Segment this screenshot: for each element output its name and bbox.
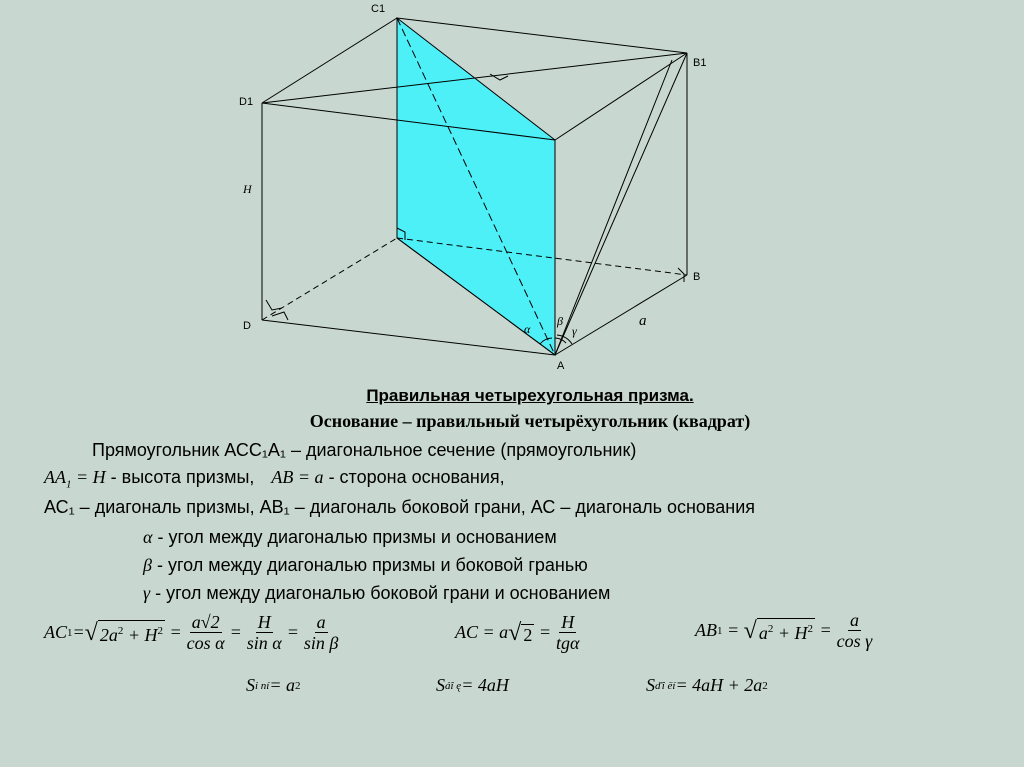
- vertex-label-c1: C1: [371, 3, 386, 15]
- angle-beta-label: β: [557, 314, 563, 328]
- alpha-line: [143, 527, 557, 548]
- height-line: [44, 467, 505, 491]
- prism-figure: [0, 0, 1024, 380]
- vertex-label-b1: B1: [693, 57, 707, 69]
- page-title: Правильная четырехугольная призма.: [366, 386, 694, 405]
- beta-line: [143, 555, 588, 576]
- formula-ac1: AC 1 = √ $2a^2 + H^2$ = $\frac{a√2}{\text{cos α}}$ = $\frac{H}{\text{sin α}}$ = $\frac{a}{\text{sin β}}$: [44, 612, 339, 653]
- angle-alpha-label: α: [524, 322, 531, 336]
- formula-ab1: AB 1 = √ $a^2 + H^2$ = $\frac{a}{\text{cos γ}}$: [695, 610, 873, 651]
- frac-cos-alpha: $\frac{a√2}{\text{cos α}}$: [186, 612, 225, 653]
- ab-symbol: AB = a: [271, 467, 324, 487]
- vertex-label-b: B: [693, 271, 701, 283]
- alpha-symbol: α: [143, 527, 153, 547]
- frac-sin-alpha: $\frac{H}{\text{sin α}}$: [246, 612, 282, 653]
- area-total: S ďî ëí = 4aH + 2a 2: [646, 675, 768, 695]
- height-label: H: [243, 182, 252, 196]
- section-description: Прямоугольник АСС₁А₁ – диагональное сечение (прямоугольник): [92, 440, 637, 460]
- gamma-line: [143, 583, 610, 604]
- area-lateral: S áî ę = 4aH: [436, 675, 509, 695]
- frac-tg-alpha: $\frac{H}{\text{tgα}}$: [555, 612, 580, 653]
- frac-cos-gamma: $\frac{a}{\text{cos γ}}$: [836, 610, 873, 651]
- side-text: - сторона основания,: [323, 467, 505, 487]
- aa1-symbol: $AA_1 = H$: [44, 467, 106, 491]
- area-base: S і ní = a 2: [246, 675, 301, 695]
- sqrt-ac1: √ $2a^2 + H^2$: [84, 620, 163, 646]
- diagonals-line: АС₁ – диагональ призмы, АВ₁ – диагональ боковой грани, АС – диагональ основания: [44, 497, 756, 517]
- beta-text: - угол между диагональю призмы и боковой гранью: [151, 555, 588, 575]
- sqrt-2: √ 2: [508, 619, 533, 646]
- height-text: - высота призмы,: [105, 467, 255, 487]
- page-subtitle: Основание – правильный четырёхугольник (квадрат): [309, 411, 751, 431]
- gamma-text: - угол между диагональю боковой грани и основанием: [150, 583, 611, 603]
- alpha-text: - угол между диагональю призмы и основанием: [152, 527, 557, 547]
- vertex-label-d: D: [243, 320, 251, 332]
- vertex-label-d1: D1: [239, 96, 254, 108]
- angle-gamma-label: γ: [572, 324, 577, 338]
- sqrt-ab1: √ $a^2 + H^2$: [743, 618, 813, 644]
- formula-ac: AC = a √ 2 = $\frac{H}{\text{tgα}}$: [455, 612, 580, 653]
- gamma-symbol: γ: [143, 583, 151, 603]
- frac-sin-beta: $\frac{a}{\text{sin β}}$: [303, 612, 339, 653]
- vertex-label-a: A: [557, 360, 565, 372]
- side-label-a: a: [639, 313, 647, 329]
- beta-symbol: β: [143, 555, 152, 575]
